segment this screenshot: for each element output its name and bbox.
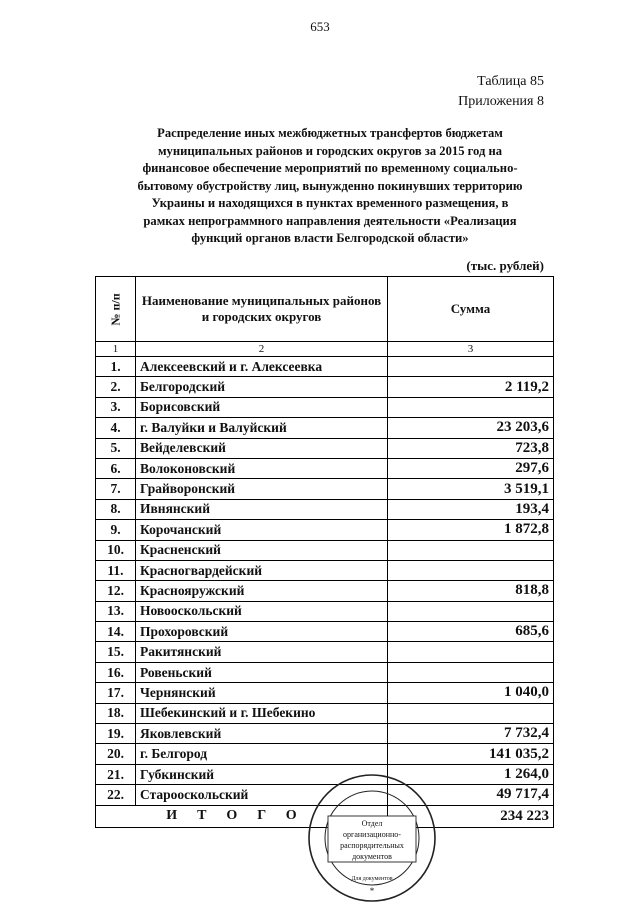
row-sum [388,601,554,621]
row-sum: 23 203,6 [388,418,554,438]
row-sum: 1 040,0 [388,683,554,703]
table-row [96,601,554,621]
title-line: Украины и находящихся в пунктах временного размещения, в [151,196,509,210]
row-name: Яковлевский [136,724,388,744]
row-number: 13. [96,601,136,621]
row-sum: 1 872,8 [388,520,554,540]
stamp-line: документов [352,852,392,861]
table-reference: Таблица 85 [477,74,544,89]
row-sum: 3 519,1 [388,479,554,499]
row-sum: 7 732,4 [388,724,554,744]
row-name: Красненский [136,540,388,560]
row-name: Шебекинский и г. Шебекино [136,703,388,723]
row-sum: 685,6 [388,622,554,642]
table-row [96,744,554,764]
table-row [96,724,554,744]
title-line: муниципальных районов и городских округов за 2015 год на [157,143,503,158]
row-number: 16. [96,662,136,682]
table-row [96,683,554,703]
table-row [96,357,554,377]
table-row [96,438,554,458]
row-number: 3. [96,397,136,417]
table-row [96,560,554,580]
row-number: 14. [96,622,136,642]
row-sum: 141 035,2 [388,744,554,764]
row-number: 7. [96,479,136,499]
row-number: 1. [96,357,136,377]
header-sum: Сумма [388,277,554,342]
row-name: Чернянский [136,683,388,703]
title-line: функций органов власти Белгородской области» [191,231,469,245]
column-index-row [96,342,554,357]
table-row [96,703,554,723]
row-sum [388,560,554,580]
seal-stamp [306,772,438,904]
row-sum: 49 717,4 [388,785,554,805]
row-sum: 818,8 [388,581,554,601]
document-title [100,125,560,248]
column-index: 1 [96,342,136,357]
title-line: Распределение иных межбюджетных трансфертов бюджетам [157,126,503,140]
table-row [96,520,554,540]
title-line: бытовому обустройству лиц, вынужденно покинувших территорию [137,178,523,193]
row-sum: 2 119,2 [388,377,554,397]
row-number: 5. [96,438,136,458]
row-name: Старооскольский [136,785,388,805]
row-name: г. Белгород [136,744,388,764]
row-name: Новооскольский [136,601,388,621]
title-line: рамках непрограммного направления деятельности «Реализация [143,213,517,228]
row-sum [388,540,554,560]
table-row [96,581,554,601]
row-name: Ракитянский [136,642,388,662]
stamp-bottom-text: Для документов [351,876,393,882]
row-number: 6. [96,458,136,478]
row-name: Грайворонский [136,479,388,499]
total-label: ИТОГО [96,805,388,827]
row-sum [388,397,554,417]
page-number: 653 [310,19,330,34]
table-body [96,357,554,806]
row-sum: 723,8 [388,438,554,458]
stamp-line: распорядительных [340,841,404,850]
row-number: 2. [96,377,136,397]
stamp-line: организационно- [343,830,401,839]
table-row [96,540,554,560]
row-name: Краснояружский [136,581,388,601]
table-row [96,458,554,478]
table-row [96,418,554,438]
transfers-table [95,276,554,828]
row-number: 20. [96,744,136,764]
row-number: 11. [96,560,136,580]
row-name: Борисовский [136,397,388,417]
total-sum: 234 223 [388,805,554,827]
row-sum [388,662,554,682]
table-row [96,479,554,499]
row-sum [388,357,554,377]
table-row [96,622,554,642]
row-name: Прохоровский [136,622,388,642]
row-number: 12. [96,581,136,601]
row-name: Красногвардейский [136,560,388,580]
header-name: Наименование муниципальных районов и городских округов [136,277,388,342]
table-row [96,377,554,397]
row-sum: 297,6 [388,458,554,478]
row-number: 8. [96,499,136,519]
row-sum: 1 264,0 [388,764,554,784]
row-number: 4. [96,418,136,438]
row-name: Белгородский [136,377,388,397]
table-row [96,662,554,682]
row-name: г. Валуйки и Валуйский [136,418,388,438]
row-name: Вейделевский [136,438,388,458]
row-name: Корочанский [136,520,388,540]
header-number: № п/п [96,277,136,342]
stamp-line: Отдел [361,819,383,828]
row-number: 17. [96,683,136,703]
row-name: Ровеньский [136,662,388,682]
row-number: 21. [96,764,136,784]
column-index: 2 [136,342,388,357]
table-row [96,397,554,417]
column-index: 3 [388,342,554,357]
row-number: 22. [96,785,136,805]
table-row [96,499,554,519]
row-number: 18. [96,703,136,723]
row-number: 10. [96,540,136,560]
row-sum [388,642,554,662]
row-sum [388,703,554,723]
table-header-row [96,277,554,342]
row-number: 15. [96,642,136,662]
star-icon: * [369,886,375,896]
row-sum: 193,4 [388,499,554,519]
row-number: 19. [96,724,136,744]
units-label: (тыс. рублей) [466,258,544,273]
table-row [96,642,554,662]
row-number: 9. [96,520,136,540]
row-name: Губкинский [136,764,388,784]
row-name: Волоконовский [136,458,388,478]
row-name: Алексеевский и г. Алексеевка [136,357,388,377]
appendix-reference: Приложения 8 [458,94,544,109]
row-name: Ивнянский [136,499,388,519]
title-line: финансовое обеспечение мероприятий по временному социально- [142,161,518,175]
